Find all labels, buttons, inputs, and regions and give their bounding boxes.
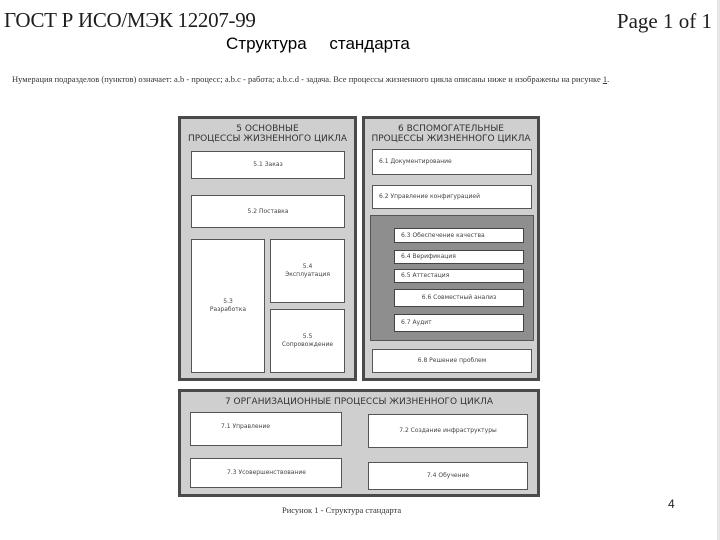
infrastructure-process-box — [368, 414, 528, 448]
validation-label: 6.5 Аттестация — [401, 272, 450, 279]
verification-box — [394, 250, 524, 264]
management-label: 7.1 Управление — [221, 423, 271, 430]
joint-review-box — [394, 289, 524, 307]
supporting-heading-line2: ПРОЦЕССЫ ЖИЗНЕННОГО ЦИКЛА — [371, 134, 531, 144]
problem-resolution-box — [372, 349, 532, 373]
order-process-box — [191, 151, 345, 179]
documentation-process-box — [372, 149, 532, 175]
intro-text: Нумерация подразделов (пунктов) означает: a.b - процесс; a.b.c - работа; a.b.c.d - задача. Все процессы жизненного цикла описаны ниже и изображены на рисунке — [12, 74, 601, 84]
figure-link[interactable]: 1 — [602, 74, 608, 84]
supporting-heading-line1: 6 ВСПОМОГАТЕЛЬНЫЕ — [398, 124, 504, 134]
operation-process-number: 5.4 — [302, 263, 313, 270]
joint-review-label: 6.6 Совместный анализ — [421, 294, 497, 301]
supply-process-box — [191, 195, 345, 228]
quality-assurance-label: 6.3 Обеспечение качества — [401, 231, 485, 239]
quality-assurance-box — [394, 228, 524, 243]
primary-heading-line1: 5 ОСНОВНЫЕ — [236, 124, 299, 134]
problem-resolution-label: 6.8 Решение проблем — [417, 357, 487, 364]
maintenance-process-number: 5.5 — [302, 333, 313, 340]
intro-end: . — [607, 74, 610, 84]
development-process-number: 5.3 — [223, 298, 233, 305]
organizational-heading: 7 ОРГАНИЗАЦИОННЫЕ ПРОЦЕССЫ ЖИЗНЕННОГО ЦИКЛА — [224, 397, 494, 407]
verification-label: 6.4 Верификация — [401, 253, 456, 260]
primary-heading-line2: ПРОЦЕССЫ ЖИЗНЕННОГО ЦИКЛА — [187, 134, 348, 144]
configuration-process-box — [372, 185, 532, 209]
supporting-processes-panel — [362, 116, 540, 381]
page-indicator: Page 1 of 1 — [616, 9, 712, 33]
configuration-label: 6.2 Управление конфигурацией — [379, 193, 481, 200]
documentation-label: 6.1 Документирование — [379, 158, 452, 165]
operation-process-label: Эксплуатация — [285, 271, 330, 278]
slide-title: Структура стандарта — [226, 34, 410, 53]
audit-box — [394, 314, 524, 332]
organizational-processes-panel — [178, 389, 540, 497]
audit-label: 6.7 Аудит — [401, 319, 432, 326]
maintenance-process-box — [270, 309, 345, 373]
validation-box — [394, 269, 524, 283]
training-label: 7.4 Обучение — [426, 472, 470, 479]
operation-process-box — [270, 239, 345, 303]
document-title: ГОСТ Р ИСО/МЭК 12207-99 — [4, 8, 256, 32]
intro-paragraph — [12, 74, 712, 85]
training-process-box — [368, 462, 528, 490]
development-process-box — [191, 239, 265, 373]
improvement-label: 7.3 Усовершенствование — [227, 469, 306, 476]
page-number: 4 — [668, 497, 675, 511]
quality-group — [370, 215, 534, 341]
order-process-label: 5.1 Заказ — [253, 161, 283, 168]
development-process-label: Разработка — [209, 306, 247, 313]
primary-processes-panel — [178, 116, 357, 381]
infrastructure-label: 7.2 Создание инфраструктуры — [399, 427, 497, 434]
supply-process-label: 5.2 Поставка — [247, 207, 289, 215]
maintenance-process-label: Сопровождение — [281, 341, 334, 348]
improvement-process-box — [190, 458, 342, 488]
management-process-box — [190, 412, 342, 446]
figure-caption: Рисунок 1 - Структура стандарта — [282, 505, 402, 515]
